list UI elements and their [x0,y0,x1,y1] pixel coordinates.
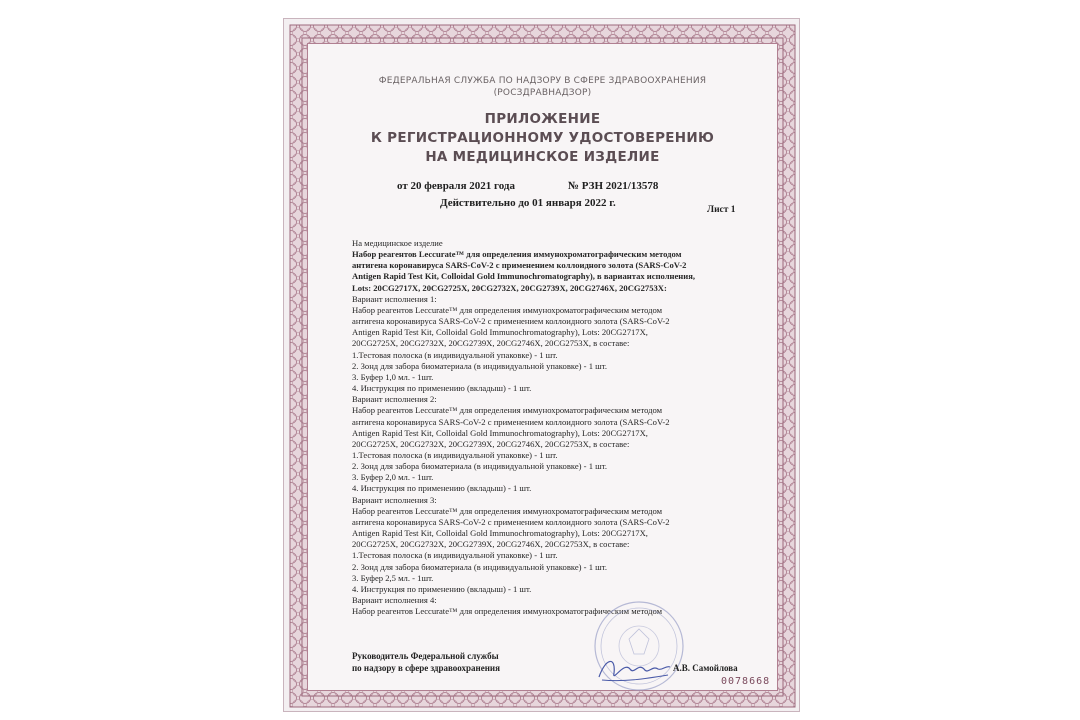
body-line: Набор реагентов Leccurate™ для определения иммунохроматографическим методом [352,606,663,617]
document-title: ПРИЛОЖЕНИЕ [484,111,601,127]
body-line: антигена коронавируса SARS-CoV-2 с применением коллоидного золота (SARS-CoV-2 [352,416,670,427]
document-subtitle-2: НА МЕДИЦИНСКОЕ ИЗДЕЛИЕ [425,149,660,165]
body-line: 4. Инструкция по применению (вкладыш) - 1 шт. [352,383,532,394]
sheet-number: Лист 1 [707,205,736,215]
body-line: Вариант исполнения 2: [352,394,437,405]
body-line: Antigen Rapid Test Kit, Colloidal Gold Immunochromatography), Lots: 20CG2717X, [352,427,648,438]
body-line: 2. Зонд для забора биоматериала (в индивидуальной упаковке) - 1 шт. [352,461,608,472]
body-line: 2. Зонд для забора биоматериала (в индивидуальной упаковке) - 1 шт. [352,360,608,371]
body-line: 4. Инструкция по применению (вкладыш) - 1 шт. [352,483,532,494]
signer-title-line1: Руководитель Федеральной службы [352,651,499,661]
body-line: Вариант исполнения 1: [352,293,437,304]
body-line: 4. Инструкция по применению (вкладыш) - 1 шт. [352,583,532,594]
body-line: антигена коронавируса SARS-CoV-2 с применением коллоидного золота (SARS-CoV-2 [352,260,687,271]
body-line: 2. Зонд для забора биоматериала (в индивидуальной упаковке) - 1 шт. [352,561,608,572]
signer-name: А.В. Самойлова [673,663,738,673]
body-line: Вариант исполнения 3: [352,494,437,505]
body-line: На медицинское изделие [352,238,443,248]
body-line: 3. Буфер 2,5 мл. - 1шт. [352,572,434,583]
agency-name: ФЕДЕРАЛЬНАЯ СЛУЖБА ПО НАДЗОРУ В СФЕРЕ ЗДРАВООХРАНЕНИЯ [378,76,707,86]
body-line: Antigen Rapid Test Kit, Colloidal Gold Immunochromatography), Lots: 20CG2717X, [352,528,648,539]
document-subtitle-1: К РЕГИСТРАЦИОННОМУ УДОСТОВЕРЕНИЮ [370,130,715,146]
body-line: 3. Буфер 1,0 мл. - 1шт. [352,371,434,382]
body-line: Antigen Rapid Test Kit, Colloidal Gold Immunochromatography), Lots: 20CG2717X, [352,327,648,338]
body-line: антигена коронавируса SARS-CoV-2 с применением коллоидного золота (SARS-CoV-2 [352,316,670,327]
body-line: 20CG2725X, 20CG2732X, 20CG2739X, 20CG2746X, 20CG2753X, в составе: [352,438,630,449]
body-line: Antigen Rapid Test Kit, Colloidal Gold Immunochromatography), в вариантах исполнения, [352,271,695,282]
body-line: Вариант исполнения 4: [352,595,437,605]
signer-title-line2: по надзору в сфере здравоохранения [352,663,500,673]
body-line: Набор реагентов Leccurate™ для определения иммунохроматографическим методом [352,249,682,260]
handwritten-signature [594,649,674,689]
body-line: Lots: 20CG2717X, 20CG2725X, 20CG2732X, 20CG2739X, 20CG2746X, 20CG2753X: [352,282,667,293]
body-line: 1.Тестовая полоска (в индивидуальной упаковке) - 1 шт. [352,550,558,561]
body-line: 3. Буфер 2,0 мл. - 1шт. [352,472,434,483]
document-body [352,238,752,617]
body-line: Набор реагентов Leccurate™ для определения иммунохроматографическим методом [352,505,663,516]
body-line: 20CG2725X, 20CG2732X, 20CG2739X, 20CG2746X, 20CG2753X, в составе: [352,539,630,550]
valid-until: Действительно до 01 января 2022 г. [440,197,616,209]
agency-abbreviation: (РОСЗДРАВНАДЗОР) [493,88,592,98]
registration-number: № РЗН 2021/13578 [568,180,659,192]
issue-date: от 20 февраля 2021 года [397,180,515,192]
body-line: 20CG2725X, 20CG2732X, 20CG2739X, 20CG2746X, 20CG2753X, в составе: [352,338,630,349]
certificate-page [283,18,800,712]
body-line: антигена коронавируса SARS-CoV-2 с применением коллоидного золота (SARS-CoV-2 [352,516,670,527]
body-line: 1.Тестовая полоска (в индивидуальной упаковке) - 1 шт. [352,349,558,360]
serial-number: 0078668 [721,676,771,687]
body-line: Набор реагентов Leccurate™ для определения иммунохроматографическим методом [352,405,663,416]
body-line: Набор реагентов Leccurate™ для определения иммунохроматографическим методом [352,304,663,315]
body-line: 1.Тестовая полоска (в индивидуальной упаковке) - 1 шт. [352,449,558,460]
